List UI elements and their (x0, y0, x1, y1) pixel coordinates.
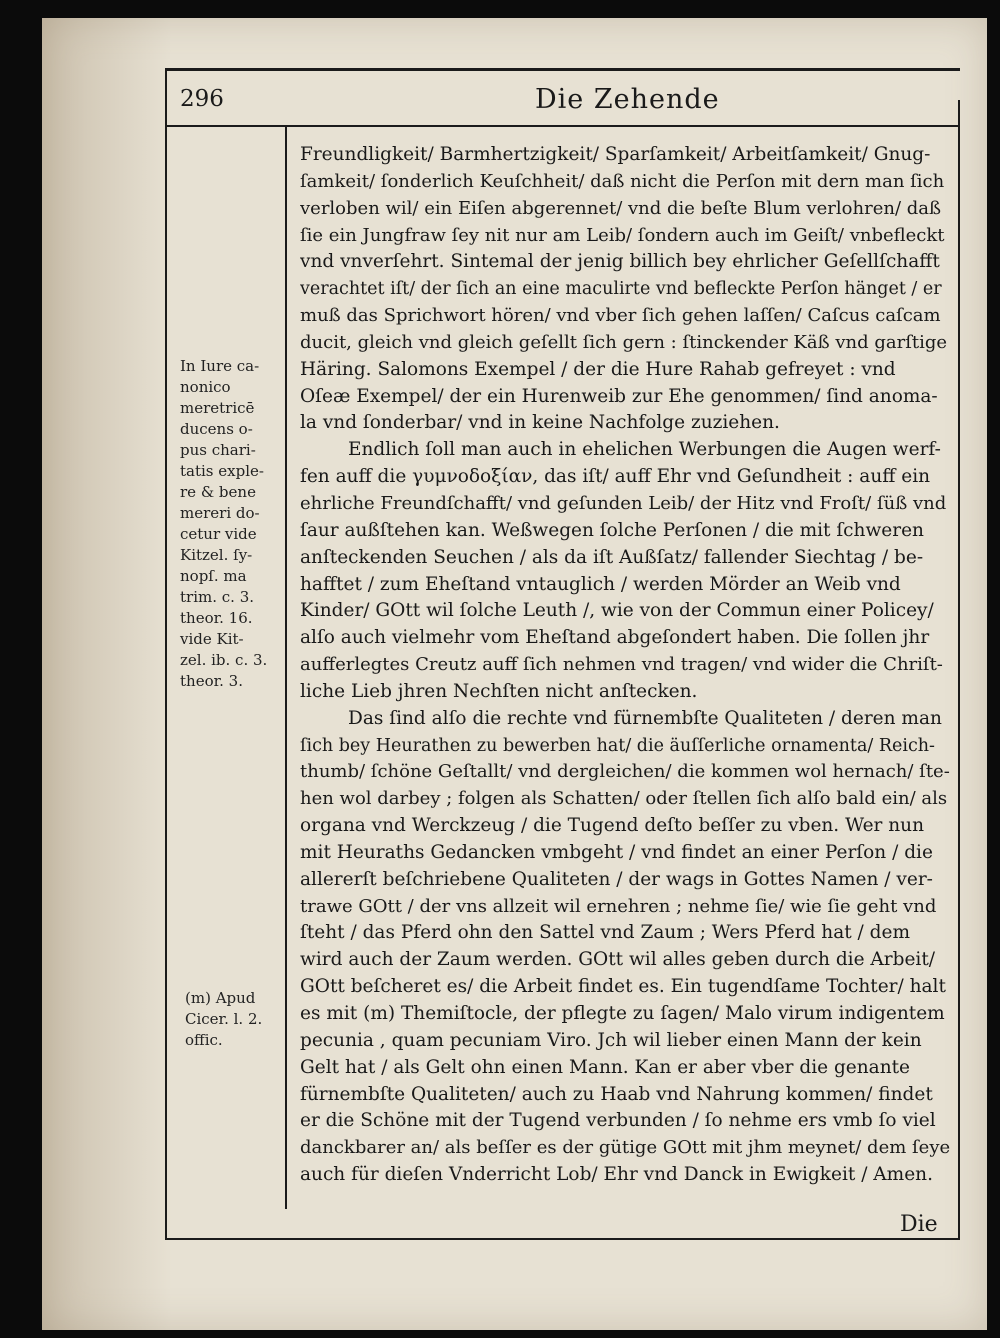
text-line: es mit (m) Themiſtocle, der pflegte zu ſagen/ Malo virum indigentem (300, 1003, 945, 1024)
running-title: Die Zehende (535, 84, 720, 115)
text-line: mit Heuraths Gedancken vmbgeht / vnd findet an einer Perſon / die (300, 841, 933, 863)
text-line: hen wol darbey ; folgen als Schatten/ oder ſtellen ſich alſo bald ein/ als (300, 788, 948, 810)
text-line: trawe GOtt / der vns allzeit wil ernehren ; nehme ſie/ wie ſie geht vnd (300, 895, 937, 917)
text-line: Endlich ſoll man auch in ehelichen Werbungen die Augen werf- (348, 439, 941, 461)
bottom-rule (165, 1238, 960, 1240)
text-line: la vnd ſonderbar/ vnd in keine Nachfolge zuziehen. (300, 412, 780, 434)
text-line: hafftet / zum Eheſtand vntauglich / werden Mörder an Weib vnd (300, 573, 901, 595)
text-line: Freundligkeit/ Barmhertzigkeit/ Sparſamkeit/ Arbeitſamkeit/ Gnug- (300, 144, 931, 165)
text-line: anſteckenden Seuchen / als da iſt Außſatz/ fallender Siechtag / be- (300, 546, 924, 568)
text-line: muß das Sprichwort hören/ vnd vber ſich gehen laſſen/ Caſcus caſcam (300, 305, 941, 327)
top-rule (165, 68, 960, 71)
text-line: vnd vnverſehrt. Sintemal der jenig billich bey ehrlicher Geſellſchafft (300, 251, 940, 273)
text-line: ehrliche Freundſchafft/ vnd geſunden Leib/ der Hitz vnd Froſt/ ſüß vnd (300, 492, 947, 514)
text-line: verachtet iſt/ der ſich an eine maculirte vnd befleckte Perſon hänget / er (300, 279, 942, 300)
text-line: ducit, gleich vnd gleich geſellt ſich gern : ſtinckender Käß vnd garſtige (300, 331, 948, 353)
text-line: ſich bey Heurathen zu bewerben hat/ die äuſſerliche ornamenta/ Reich- (300, 735, 935, 756)
text-line: Kinder/ GOtt wil ſolche Leuth /, wie von der Commun einer Policey/ (300, 600, 934, 622)
text-line: auch für dieſen Vnderricht Lob/ Ehr vnd Danck in Ewigkeit / Amen. (300, 1164, 933, 1186)
text-line: organa vnd Werckzeug / die Tugend deſto beſſer zu vben. Wer nun (300, 815, 924, 837)
text-line: Oſeæ Exempel/ der ein Hurenweib zur Ehe genommen/ ſind anoma- (300, 385, 938, 407)
text-line: alſo auch vielmehr vom Eheſtand abgeſondert haben. Die ſollen jhr (300, 627, 930, 649)
text-line: fen auff die γυμνοδοξίαν, das iſt/ auff Ehr vnd Geſundheit : auff ein (300, 466, 931, 488)
right-frame-rule (958, 100, 960, 1238)
page-shading (42, 18, 172, 1330)
margin-note-cicero: (m) Apud Cicer. l. 2. offic. (185, 989, 263, 1049)
page-number: 296 (180, 86, 224, 112)
text-line: danckbarer an/ als beſſer es der gütige GOtt mit jhm meynet/ dem ſeye (300, 1137, 950, 1159)
body-text (300, 142, 950, 1189)
text-line: thumb/ ſchöne Geſtallt/ vnd dergleichen/ die kommen wol hernach/ ſte- (300, 761, 950, 783)
text-line: verloben wil/ ein Eiſen abgerennet/ vnd die beſte Blum verlohren/ daß (300, 197, 942, 219)
left-frame-rule (165, 68, 167, 1238)
text-line: ſteht / das Pferd ohn den Sattel vnd Zaum ; Wers Pferd hat / dem (300, 922, 910, 944)
column-rule (285, 127, 287, 1209)
text-line: er die Schöne mit der Tugend verbunden / ſo nehme ers vmb ſo viel (300, 1110, 936, 1132)
text-line: wird auch der Zaum werden. GOtt wil alles geben durch die Arbeit/ (300, 949, 935, 971)
catchword: Die (900, 1212, 938, 1237)
text-line: ſie ein Jungfraw ſey nit nur am Leib/ ſondern auch im Geiſt/ vnbefleckt (300, 224, 945, 246)
text-line: Häring. Salomons Exempel / der die Hure Rahab gefreyet : vnd (300, 358, 896, 380)
text-line: ſaur außſtehen kan. Weßwegen ſolche Perſonen / die mit ſchweren (300, 519, 924, 541)
text-line: Gelt hat / als Gelt ohn einen Mann. Kan er aber vber die genante (300, 1056, 910, 1078)
text-line: aufferlegtes Creutz auff ſich nehmen vnd tragen/ vnd wider die Chriſt- (300, 654, 943, 676)
text-line: fürnembſte Qualiteten/ auch zu Haab vnd Nahrung kommen/ findet (300, 1083, 933, 1105)
text-line: ſamkeit/ ſonderlich Keuſchheit/ daß nicht die Perſon mit dern man ſich (300, 170, 945, 192)
margin-note-canon-law: In Iure ca- nonico meretricē ducens o- pus chari- tatis exple- re & bene mereri do- cetur vide Kitzel. ſy- nopſ. ma trim. c. 3. theor. 16. vide Kit- zel. ib. c. 3. theor. 3. (180, 357, 268, 690)
text-line: allererſt beſchriebene Qualiteten / der wags in Gottes Namen / ver- (300, 868, 933, 890)
text-line: Das ſind alſo die rechte vnd fürnembſte Qualiteten / deren man (348, 707, 942, 729)
text-line: pecunia , quam pecuniam Viro. Jch wil lieber einen Mann der kein (300, 1029, 922, 1051)
text-line: GOtt beſcheret es/ die Arbeit findet es. Ein tugendſame Tochter/ halt (300, 976, 946, 998)
text-line: liche Lieb jhren Nechſten nicht anſtecken. (300, 680, 698, 702)
